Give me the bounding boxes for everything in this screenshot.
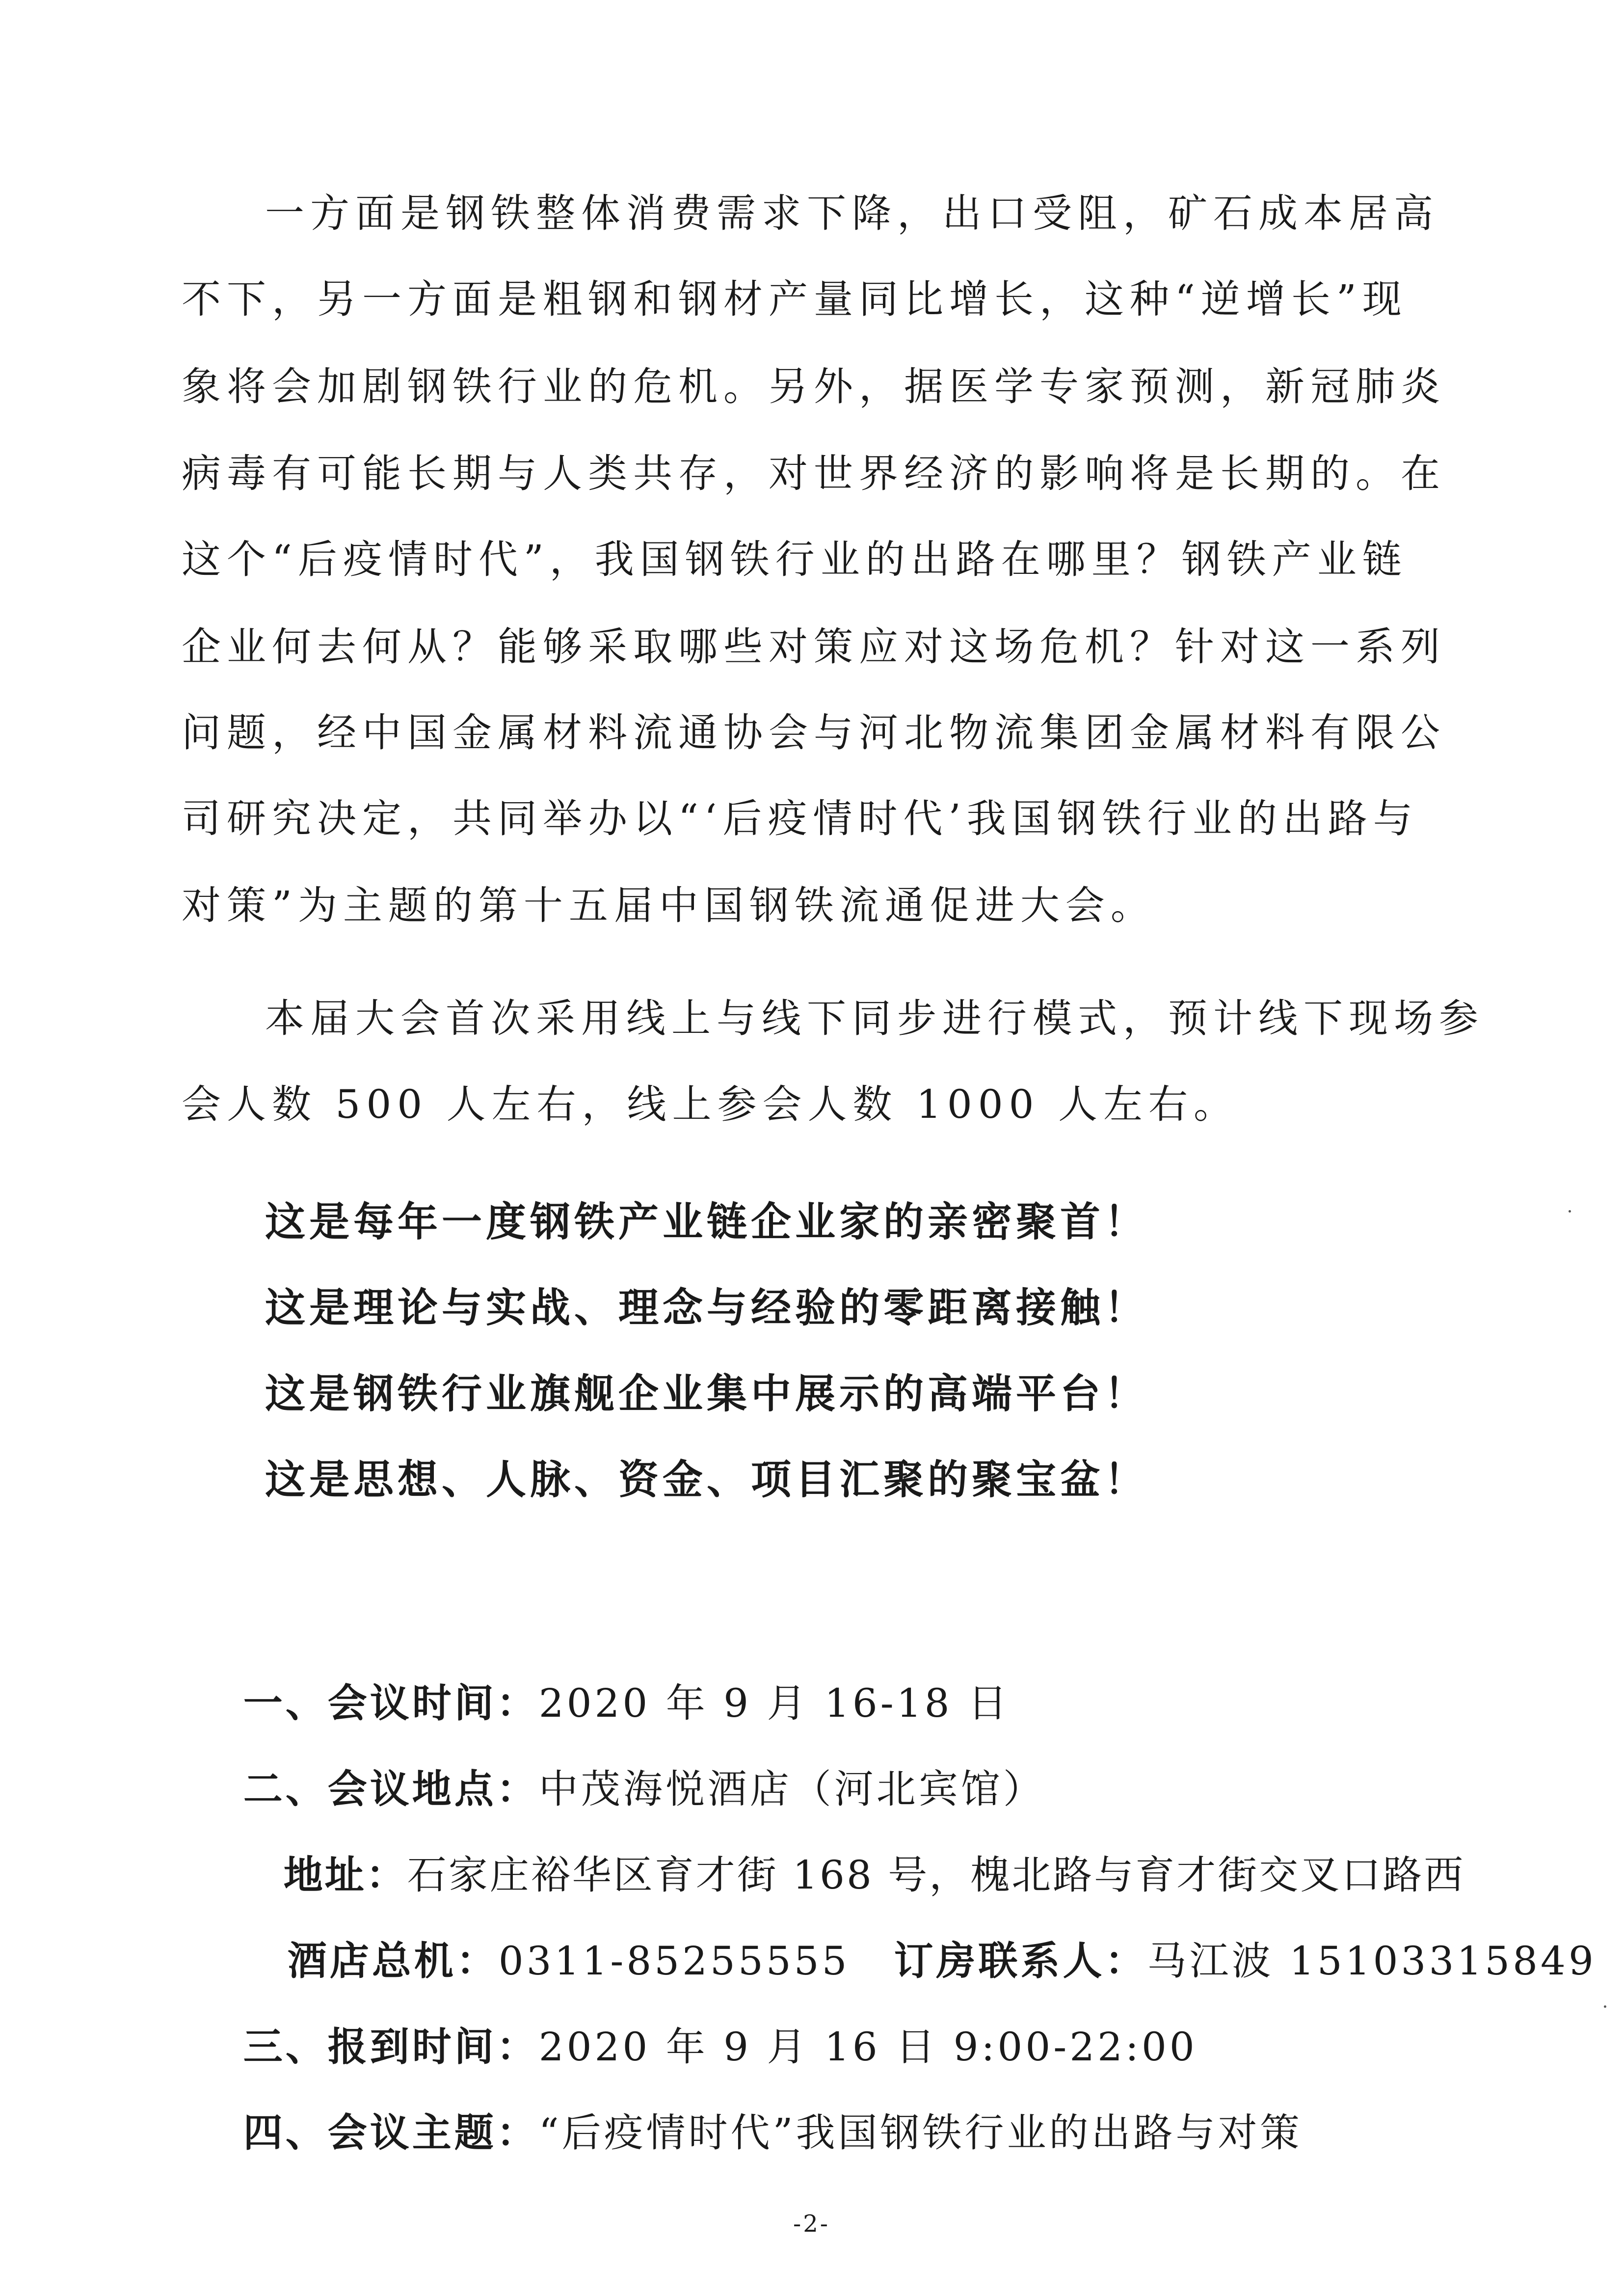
meeting-theme-value: “后疫情时代”我国钢铁行业的出路与对策 — [538, 2110, 1303, 2156]
meeting-place-value: 中茂海悦酒店（河北宾馆） — [538, 1766, 1045, 1812]
page-number: -2- — [793, 2210, 830, 2238]
hotel-phone-label: 酒店总机： — [287, 1938, 499, 1984]
paragraph-line: 不下，另一方面是粗钢和钢材产量同比增长，这种“逆增长”现 — [182, 276, 1408, 322]
slogan-line: 这是每年一度钢铁产业链企业家的亲密聚首！ — [265, 1199, 1149, 1245]
scan-speck — [1604, 2005, 1606, 2008]
meeting-time-value: 2020 年 9 月 16-18 日 — [538, 1680, 1010, 1726]
paragraph-line: 对策”为主题的第十五届中国钢铁流通促进大会。 — [182, 883, 1156, 928]
meeting-place-label: 二、会议地点： — [243, 1766, 539, 1812]
slogan-line: 这是理论与实战、理念与经验的零距离接触！ — [265, 1285, 1149, 1331]
address-label: 地址： — [283, 1852, 407, 1898]
hotel-phone-value: 0311-85255555 — [498, 1938, 850, 1984]
paragraph-line: 病毒有可能长期与人类共存，对世界经济的影响将是长期的。在 — [182, 451, 1446, 496]
address-value: 石家庄裕华区育才街 168 号，槐北路与育才街交叉口路西 — [407, 1852, 1465, 1898]
booking-contact-value: 马江波 15103315849 — [1147, 1938, 1596, 1984]
registration-time-label: 三、报到时间： — [243, 2024, 539, 2070]
meeting-time-label: 一、会议时间： — [243, 1680, 539, 1726]
meeting-theme-row — [182, 2059, 1303, 2207]
scan-speck — [1569, 1210, 1571, 1213]
paragraph-line: 企业何去何从？能够采取哪些对策应对这场危机？针对这一系列 — [182, 624, 1446, 670]
slogan-line: 这是思想、人脉、资金、项目汇聚的聚宝盆！ — [265, 1457, 1149, 1503]
paragraph-line: 本届大会首次采用线上与线下同步进行模式，预计线下现场参 — [265, 996, 1484, 1041]
booking-contact-label: 订房联系人： — [894, 1938, 1147, 1984]
paragraph-line: 会人数 500 人左右，线上参会人数 1000 人左右。 — [182, 1081, 1239, 1127]
registration-time-value: 2020 年 9 月 16 日 9:00-22:00 — [538, 2024, 1197, 2070]
paragraph-line: 象将会加剧钢铁行业的危机。另外，据医学专家预测，新冠肺炎 — [182, 364, 1446, 409]
paragraph-line: 问题，经中国金属材料流通协会与河北物流集团金属材料有限公 — [182, 710, 1446, 756]
slogan-line: 这是钢铁行业旗舰企业集中展示的高端平台！ — [265, 1371, 1149, 1417]
meeting-theme-label: 四、会议主题： — [243, 2110, 539, 2156]
paragraph-line: 一方面是钢铁整体消费需求下降，出口受阻，矿石成本居高 — [265, 190, 1439, 236]
paragraph-line: 这个“后疫情时代”，我国钢铁行业的出路在哪里？钢铁产业链 — [182, 537, 1408, 582]
paragraph-line: 司研究决定，共同举办以“‘后疫情时代’我国钢铁行业的出路与 — [182, 796, 1418, 841]
